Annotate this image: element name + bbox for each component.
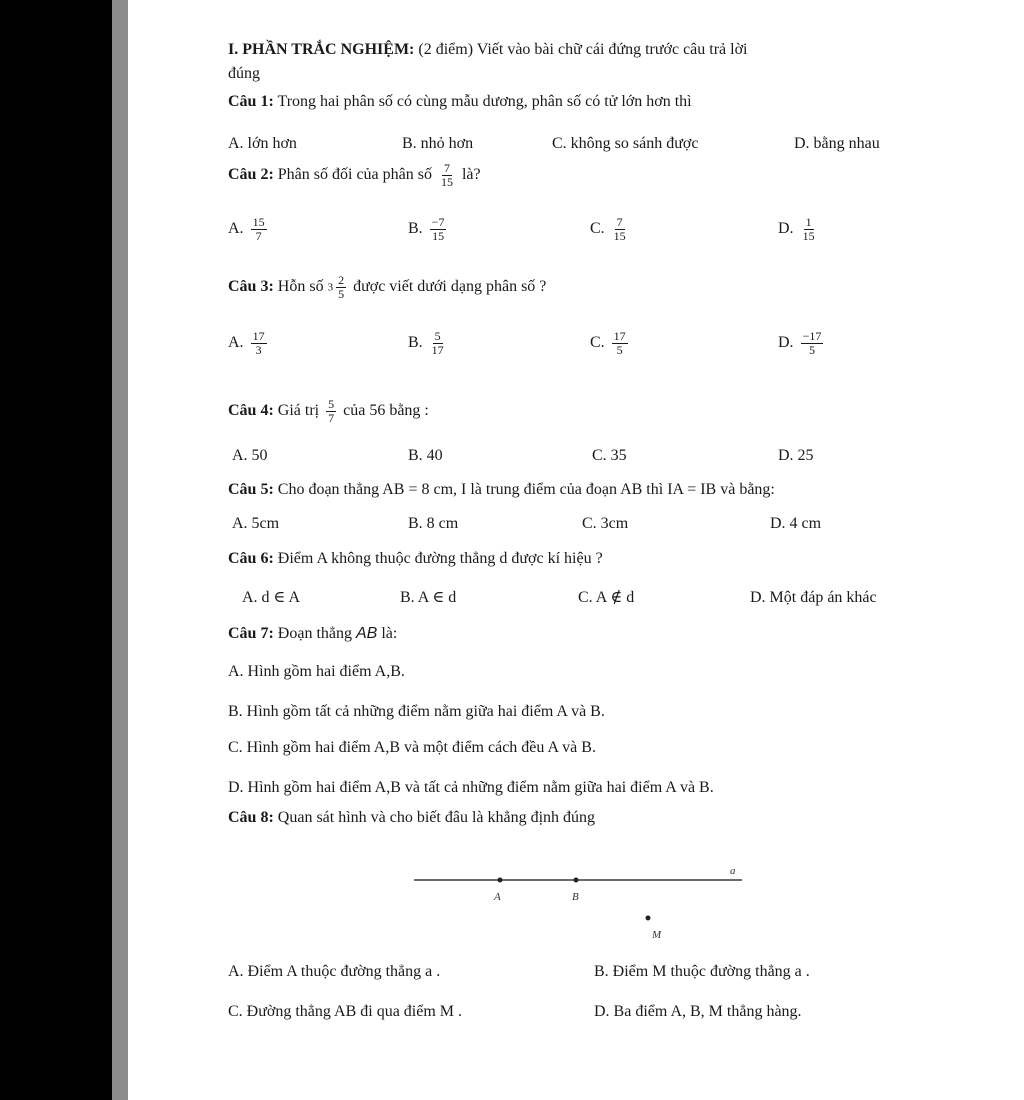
- question-label: Câu 2:: [228, 166, 274, 184]
- q4-option-b: B. 40: [408, 447, 443, 464]
- q5-option-d: D. 4 cm: [770, 515, 822, 532]
- question-text: Hỗn số: [277, 278, 324, 296]
- label-point-a: A: [494, 891, 501, 903]
- q1-option-d: D. bằng nhau: [794, 135, 880, 152]
- question-text-end: là:: [381, 625, 398, 642]
- q6-option-d: D. Một đáp án khác: [750, 589, 877, 606]
- fraction-num: 5: [434, 329, 441, 343]
- fraction-num: 7: [443, 161, 450, 175]
- fraction-den: 5: [616, 343, 623, 357]
- q6-option-c: C. A ∉ d: [578, 589, 635, 606]
- q1-option-a: A. lớn hơn: [228, 135, 297, 152]
- q1-option-b: B. nhỏ hơn: [402, 135, 474, 152]
- fraction-den: 15: [802, 229, 815, 243]
- question-label: Câu 1:: [228, 93, 274, 110]
- q7-option-c: C. Hình gồm hai điểm A,B và một điểm cách đều A và B.: [228, 739, 596, 756]
- fraction-den: 5: [808, 343, 815, 357]
- question-text-end: là?: [461, 166, 481, 184]
- question-text: Giá trị: [277, 402, 320, 420]
- fraction-den: 17: [431, 343, 444, 357]
- fraction-den: 15: [613, 229, 626, 243]
- fraction-num: −17: [802, 329, 822, 343]
- fraction-den: 7: [328, 411, 335, 425]
- fraction-num: 17: [252, 329, 265, 343]
- left-scroll-edge: [112, 0, 128, 1100]
- fraction-num: 17: [613, 329, 626, 343]
- question-text: Cho đoạn thẳng AB = 8 cm, I là trung điểm của đoạn AB thì IA = IB và bằng:: [277, 481, 775, 498]
- left-frame: [0, 0, 112, 1100]
- point-a-dot: [498, 878, 503, 883]
- q7-option-d: D. Hình gồm hai điểm A,B và tất cả những điểm nằm giữa hai điểm A và B.: [228, 779, 714, 796]
- q7-option-a: A. Hình gồm hai điểm A,B.: [228, 663, 405, 680]
- option-letter: C.: [590, 334, 605, 352]
- document-page: [128, 0, 1024, 1100]
- q4-option-d: D. 25: [778, 447, 814, 464]
- section-desc-cont: đúng: [228, 65, 260, 82]
- question-text: Phân số đối của phân số: [277, 166, 432, 184]
- fraction-den: 7: [255, 229, 262, 243]
- point-b-dot: [574, 878, 579, 883]
- mixed-number-int: 3: [327, 281, 334, 294]
- fraction-den: 15: [432, 229, 445, 243]
- label-line-a: a: [730, 865, 736, 877]
- segment-name: AB: [355, 625, 378, 642]
- question-label: Câu 3:: [228, 278, 274, 296]
- q4-option-c: C. 35: [592, 447, 627, 464]
- fraction-num: 5: [328, 397, 335, 411]
- question-label: Câu 5:: [228, 481, 274, 498]
- q5-option-a: A. 5cm: [232, 515, 280, 532]
- option-letter: B.: [408, 220, 423, 238]
- fraction-num: 7: [616, 215, 623, 229]
- fraction-den: 5: [338, 287, 345, 301]
- q8-option-c: C. Đường thẳng AB đi qua điểm M .: [228, 1003, 463, 1020]
- fraction-num: 2: [338, 273, 345, 287]
- option-letter: A.: [228, 334, 244, 352]
- q5-option-b: B. 8 cm: [408, 515, 459, 532]
- question-text: Đoạn thẳng: [277, 625, 352, 642]
- geometry-figure: [128, 0, 1024, 1100]
- point-m-dot: [646, 916, 651, 921]
- question-label: Câu 6:: [228, 550, 274, 567]
- fraction-num: −7: [431, 215, 445, 229]
- q8-option-a: A. Điểm A thuộc đường thẳng a .: [228, 963, 441, 980]
- fraction-num: 1: [805, 215, 812, 229]
- option-letter: C.: [590, 220, 605, 238]
- fraction-num: 15: [252, 215, 265, 229]
- fraction-den: 15: [440, 175, 453, 189]
- q4-option-a: A. 50: [232, 447, 268, 464]
- option-letter: A.: [228, 220, 244, 238]
- q6-option-b: B. A ∈ d: [400, 589, 457, 606]
- label-point-m: M: [652, 929, 662, 941]
- section-title: I. PHẦN TRẮC NGHIỆM:: [228, 41, 415, 58]
- section-desc: (2 điểm) Viết vào bài chữ cái đứng trước câu trả lời: [418, 41, 748, 58]
- question-text: Điểm A không thuộc đường thẳng d được kí hiệu ?: [277, 550, 603, 567]
- option-letter: D.: [778, 334, 794, 352]
- question-text: Quan sát hình và cho biết đâu là khẳng định đúng: [277, 809, 596, 826]
- q8-option-d: D. Ba điểm A, B, M thẳng hàng.: [594, 1003, 802, 1020]
- q5-option-c: C. 3cm: [582, 515, 629, 532]
- question-label: Câu 7:: [228, 625, 274, 642]
- q1-option-c: C. không so sánh được: [552, 135, 699, 152]
- option-letter: B.: [408, 334, 423, 352]
- question-label: Câu 4:: [228, 402, 274, 420]
- label-point-b: B: [572, 891, 579, 903]
- q8-option-b: B. Điểm M thuộc đường thẳng a .: [594, 963, 810, 980]
- q7-option-b: B. Hình gồm tất cả những điểm nằm giữa hai điểm A và B.: [228, 703, 605, 720]
- question-label: Câu 8:: [228, 809, 274, 826]
- question-text: Trong hai phân số có cùng mẫu dương, phân số có tử lớn hơn thì: [277, 93, 692, 110]
- question-text-end: của 56 bằng :: [343, 402, 429, 420]
- option-letter: D.: [778, 220, 794, 238]
- question-text-end: được viết dưới dạng phân số ?: [353, 278, 547, 296]
- q6-option-a: A. d ∈ A: [242, 589, 301, 606]
- fraction-den: 3: [255, 343, 262, 357]
